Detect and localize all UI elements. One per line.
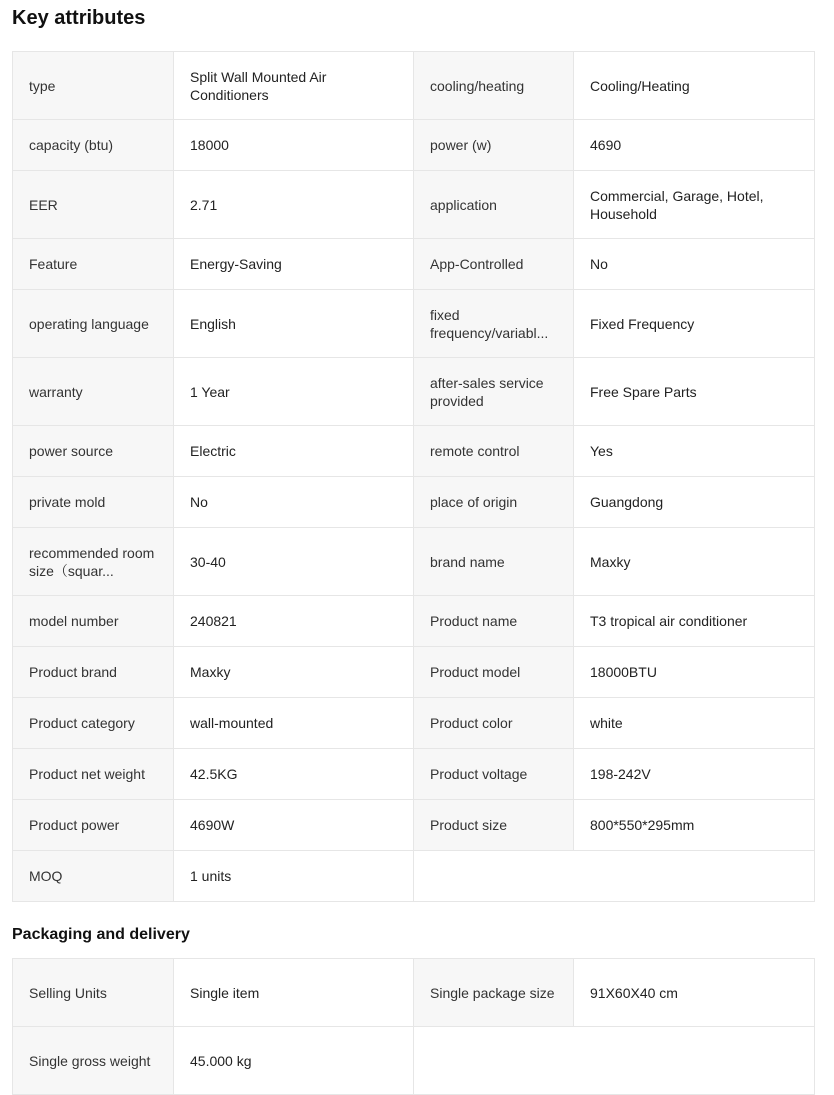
attribute-key: Product color [414, 698, 574, 749]
table-row [13, 358, 815, 426]
packaging-table [12, 958, 815, 1095]
attribute-key: Product power [13, 800, 174, 851]
attribute-key: power (w) [414, 120, 574, 171]
attribute-key: Product net weight [13, 749, 174, 800]
attribute-key: Single package size [414, 959, 574, 1027]
attribute-value: 42.5KG [174, 749, 414, 800]
attribute-key: Product brand [13, 647, 174, 698]
empty-cell [414, 851, 815, 902]
attribute-value: Fixed Frequency [574, 290, 815, 358]
attribute-key: recommended room size（squar... [13, 528, 174, 596]
table-row [13, 851, 815, 902]
attribute-key: model number [13, 596, 174, 647]
attribute-value: Commercial, Garage, Hotel, Household [574, 171, 815, 239]
attribute-key: Product name [414, 596, 574, 647]
table-row [13, 120, 815, 171]
attribute-key: Product category [13, 698, 174, 749]
attribute-value: white [574, 698, 815, 749]
attribute-key: EER [13, 171, 174, 239]
key-attributes-table [12, 51, 815, 902]
attribute-key: Product model [414, 647, 574, 698]
attribute-key: MOQ [13, 851, 174, 902]
attribute-value: 4690 [574, 120, 815, 171]
attribute-value: Split Wall Mounted Air Conditioners [174, 52, 414, 120]
attribute-value: Single item [174, 959, 414, 1027]
attribute-key: application [414, 171, 574, 239]
attribute-key: warranty [13, 358, 174, 426]
attribute-value: Cooling/Heating [574, 52, 815, 120]
table-row [13, 239, 815, 290]
attribute-value: No [574, 239, 815, 290]
attribute-value: 4690W [174, 800, 414, 851]
attribute-key: power source [13, 426, 174, 477]
table-row [13, 800, 815, 851]
attribute-key: brand name [414, 528, 574, 596]
attribute-key: Feature [13, 239, 174, 290]
attribute-key: operating language [13, 290, 174, 358]
attribute-value: Energy-Saving [174, 239, 414, 290]
attribute-key: Selling Units [13, 959, 174, 1027]
attribute-value: Maxky [174, 647, 414, 698]
attribute-key: after-sales service provided [414, 358, 574, 426]
table-row [13, 171, 815, 239]
table-row [13, 749, 815, 800]
empty-cell [414, 1027, 815, 1095]
attribute-value: 18000BTU [574, 647, 815, 698]
attribute-key: Product size [414, 800, 574, 851]
attribute-value: 2.71 [174, 171, 414, 239]
attribute-key: fixed frequency/variabl... [414, 290, 574, 358]
key-attributes-title: Key attributes [12, 7, 146, 29]
table-row [13, 52, 815, 120]
attribute-key: cooling/heating [414, 52, 574, 120]
attribute-key: private mold [13, 477, 174, 528]
attribute-key: capacity (btu) [13, 120, 174, 171]
attribute-value: 800*550*295mm [574, 800, 815, 851]
table-row [13, 426, 815, 477]
attribute-value: Yes [574, 426, 815, 477]
attribute-value: Maxky [574, 528, 815, 596]
attribute-key: place of origin [414, 477, 574, 528]
attribute-value: 91X60X40 cm [574, 959, 815, 1027]
attribute-value: Guangdong [574, 477, 815, 528]
attribute-value: Free Spare Parts [574, 358, 815, 426]
attribute-value: 45.000 kg [174, 1027, 414, 1095]
table-row [13, 596, 815, 647]
attribute-key: remote control [414, 426, 574, 477]
table-row [13, 290, 815, 358]
attribute-value: No [174, 477, 414, 528]
table-row [13, 647, 815, 698]
table-row [13, 528, 815, 596]
table-row [13, 1027, 815, 1095]
attribute-key: App-Controlled [414, 239, 574, 290]
attribute-value: English [174, 290, 414, 358]
attribute-key: type [13, 52, 174, 120]
attribute-value: Electric [174, 426, 414, 477]
attribute-key: Product voltage [414, 749, 574, 800]
table-row [13, 959, 815, 1027]
attribute-value: 1 units [174, 851, 414, 902]
attribute-value: 1 Year [174, 358, 414, 426]
attribute-key: Single gross weight [13, 1027, 174, 1095]
attribute-value: wall-mounted [174, 698, 414, 749]
table-row [13, 477, 815, 528]
attribute-value: T3 tropical air conditioner [574, 596, 815, 647]
attribute-value: 30-40 [174, 528, 414, 596]
attribute-value: 18000 [174, 120, 414, 171]
attribute-value: 198-242V [574, 749, 815, 800]
attribute-value: 240821 [174, 596, 414, 647]
table-row [13, 698, 815, 749]
packaging-title: Packaging and delivery [12, 926, 190, 943]
